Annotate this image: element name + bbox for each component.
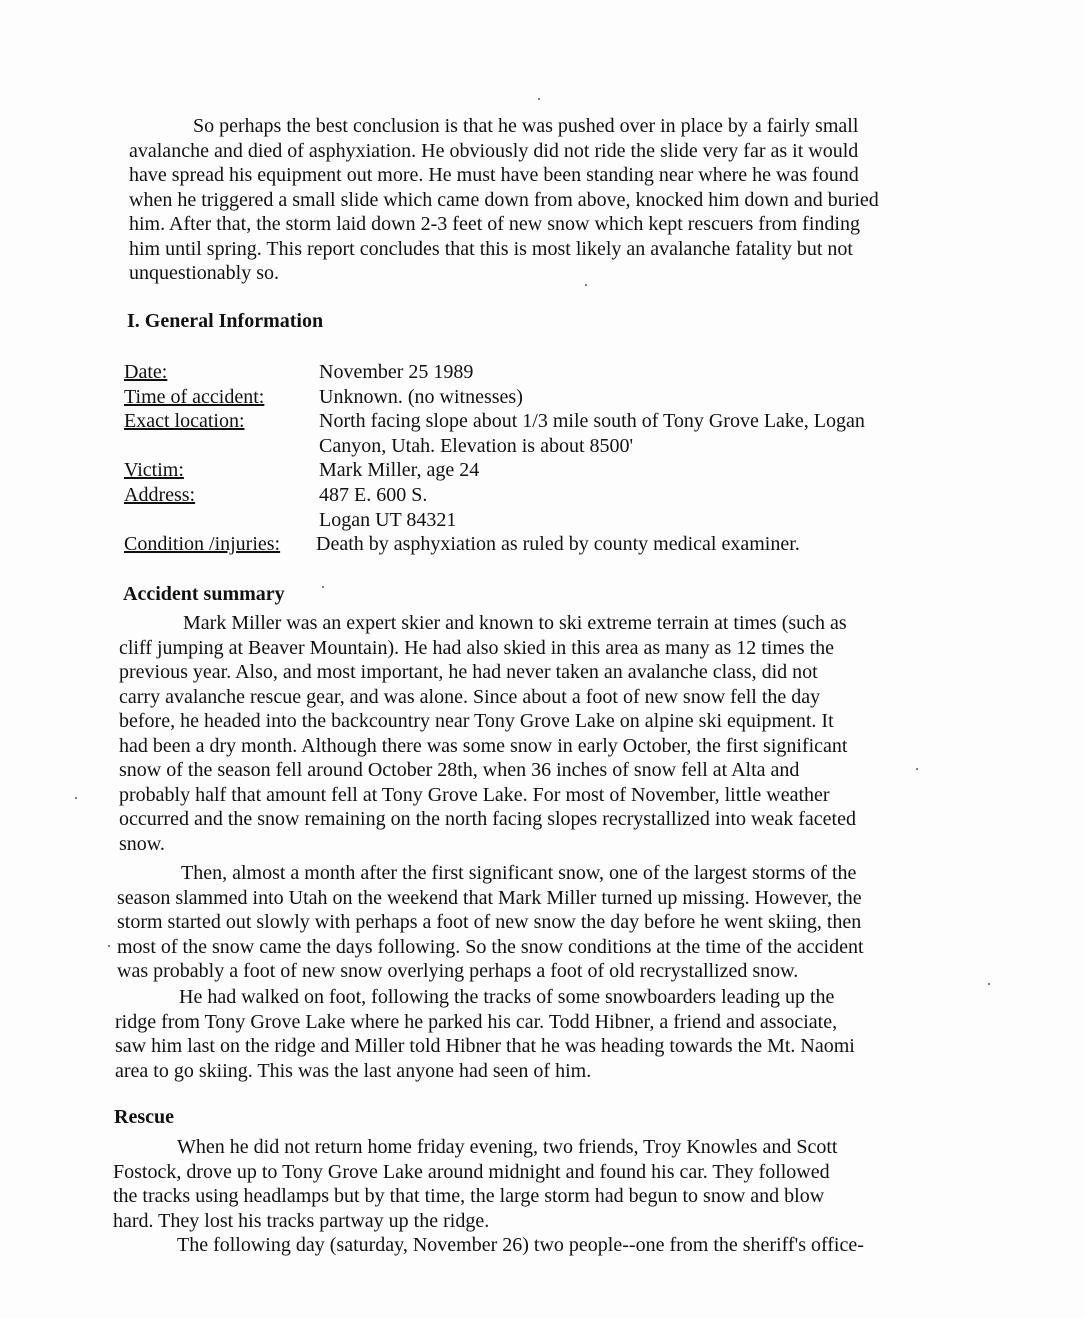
rescue-heading: Rescue — [114, 1106, 174, 1128]
info-value: Mark Miller, age 24 — [319, 459, 480, 482]
accident-summary-heading: Accident summary — [123, 583, 285, 605]
text-line: him. After that, the storm laid down 2-3 feet of new snow which kept rescuers from finding — [129, 213, 860, 235]
text-line: storm started out slowly with perhaps a foot of new snow the day before he went skiing, then — [117, 911, 862, 933]
info-value: Canyon, Utah. Elevation is about 8500' — [319, 434, 634, 457]
scan-speck — [322, 586, 324, 588]
info-label: Time of accident: — [124, 385, 265, 408]
text-line: unquestionably so. — [129, 262, 279, 284]
text-line: cliff jumping at Beaver Mountain). He had also skied in this area as many as 12 times the — [119, 636, 835, 659]
info-value: 487 E. 600 S. — [319, 484, 428, 506]
info-label: Exact location: — [124, 410, 245, 433]
info-label: Victim: — [124, 459, 184, 482]
info-value: Logan UT 84321 — [319, 508, 457, 531]
text-line: season slammed into Utah on the weekend that Mark Miller turned up missing. However, the — [117, 886, 862, 909]
text-line: hard. They lost his tracks partway up the ridge. — [113, 1209, 490, 1232]
info-row — [124, 360, 1024, 384]
info-row — [124, 508, 1024, 532]
info-value: November 25 1989 — [319, 361, 474, 383]
rescue-paragraph-2 — [113, 1233, 864, 1258]
info-label: Condition /injuries: — [124, 533, 281, 556]
text-line: Fostock, drove up to Tony Grove Lake around midnight and found his car. They followed — [113, 1160, 830, 1183]
info-value: Unknown. (no witnesses) — [319, 385, 523, 408]
text-line: him until spring. This report concludes that this is most likely an avalanche fatality but not — [129, 237, 853, 260]
text-line: was probably a foot of new snow overlying perhaps a foot of old recrystallized snow. — [117, 960, 799, 982]
text-line: have spread his equipment out more. He must have been standing near where he was found — [129, 164, 859, 186]
info-row — [124, 532, 1024, 556]
info-row — [124, 409, 1024, 433]
text-line: area to go skiing. This was the last anyone had seen of him. — [115, 1059, 592, 1082]
text-line: snow. — [119, 832, 165, 855]
text-line: avalanche and died of asphyxiation. He obviously did not ride the slide very far as it would — [129, 139, 859, 162]
general-info-heading: I. General Information — [127, 310, 324, 332]
text-line: the tracks using headlamps but by that time, the large storm had begun to snow and blow — [113, 1185, 825, 1207]
text-line: So perhaps the best conclusion is that he was pushed over in place by a fairly small — [193, 115, 859, 137]
accident-summary-paragraph-3 — [115, 985, 855, 1083]
info-row — [124, 385, 1024, 409]
scan-speck — [988, 983, 990, 985]
text-line: The following day (saturday, November 26) two people--one from the sheriff's office- — [177, 1234, 864, 1256]
scan-speck — [585, 284, 587, 286]
info-row — [124, 483, 1024, 507]
info-row — [124, 458, 1024, 482]
text-line: before, he headed into the backcountry near Tony Grove Lake on alpine ski equipment. It — [119, 710, 834, 732]
scan-speck — [75, 797, 77, 799]
text-line: snow of the season fell around October 28th, when 36 inches of snow fell at Alta and — [119, 759, 800, 781]
text-line: carry avalanche rescue gear, and was alone. Since about a foot of new snow fell the day — [119, 685, 821, 708]
text-line: most of the snow came the days following. So the snow conditions at the time of the accident — [117, 935, 864, 958]
scan-speck — [916, 768, 918, 770]
info-value: North facing slope about 1/3 mile south of Tony Grove Lake, Logan — [319, 410, 865, 433]
text-line: occurred and the snow remaining on the north facing slopes recrystallized into weak faceted — [119, 808, 856, 830]
info-label: Address: — [124, 484, 196, 506]
text-line: ridge from Tony Grove Lake where he parked his car. Todd Hibner, a friend and associate, — [115, 1010, 838, 1033]
general-info-table — [124, 360, 1024, 570]
text-line: Then, almost a month after the first significant snow, one of the largest storms of the — [181, 862, 857, 884]
scan-speck — [108, 945, 110, 947]
text-line: When he did not return home friday evening, two friends, Troy Knowles and Scott — [177, 1136, 838, 1158]
info-value: Death by asphyxiation as ruled by county medical examiner. — [316, 533, 800, 556]
text-line: saw him last on the ridge and Miller told Hibner that he was heading towards the Mt. Naomi — [115, 1035, 855, 1057]
rescue-paragraph-1 — [113, 1135, 837, 1233]
accident-summary-paragraph-2 — [117, 861, 864, 984]
scan-speck — [538, 98, 540, 100]
info-label: Date: — [124, 361, 168, 383]
text-line: previous year. Also, and most important, he had never taken an avalanche class, did not — [119, 661, 818, 683]
text-line: He had walked on foot, following the tracks of some snowboarders leading up the — [179, 986, 835, 1008]
text-line: Mark Miller was an expert skier and known to ski extreme terrain at times (such as — [183, 612, 847, 634]
info-row — [124, 434, 1024, 458]
accident-summary-paragraph-1 — [119, 611, 856, 856]
text-line: probably half that amount fell at Tony Grove Lake. For most of November, little weather — [119, 783, 830, 806]
text-line: when he triggered a small slide which came down from above, knocked him down and buried — [129, 188, 879, 211]
text-line: had been a dry month. Although there was some snow in early October, the first significant — [119, 734, 848, 757]
intro-paragraph — [129, 114, 879, 286]
